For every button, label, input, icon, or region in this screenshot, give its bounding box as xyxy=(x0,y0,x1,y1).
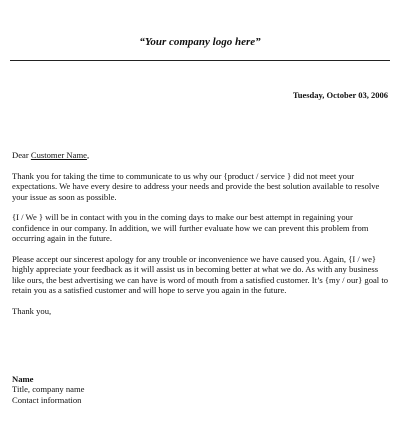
letter-date: Tuesday, October 03, 2006 xyxy=(292,90,388,100)
salutation-recipient: Customer Name xyxy=(30,150,87,160)
letter-body xyxy=(12,150,390,327)
signature-title: Title, company name xyxy=(12,384,85,395)
paragraph-3: Please accept our sincerest apology for any trouble or inconvenience we have caused you. Again, {I / we} highly appreciate your feedback as it will assist us in becoming better at what we do. As with any business like ours, the best advertising we can have is word of mouth from a satisfied customer. It’s {my / our} goal to retain you as a satisfied customer and will hope to serve you again in the future. xyxy=(12,254,389,296)
signature-name: Name xyxy=(12,374,34,384)
closing: Thank you, xyxy=(12,306,52,317)
signature-block xyxy=(12,374,84,405)
paragraph-1: Thank you for taking the time to communicate to us why our {product / service } did not meet your expectations. We have every desire to address your needs and provide the best solution available to resolve your issue as soon as possible. xyxy=(12,170,380,202)
paragraph-2: {I / We } will be in contact with you in the coming days to make our best attempt in regaining your confidence in our company. In addition, we will further evaluate how we can prevent this problem from occurring again in the future. xyxy=(12,212,369,244)
header-divider xyxy=(10,60,390,61)
salutation xyxy=(12,150,390,160)
salutation-suffix: , xyxy=(86,150,90,160)
signature-contact: Contact information xyxy=(12,394,82,405)
salutation-prefix: Dear xyxy=(12,150,31,160)
company-logo-placeholder: “Your company logo here” xyxy=(139,36,261,48)
